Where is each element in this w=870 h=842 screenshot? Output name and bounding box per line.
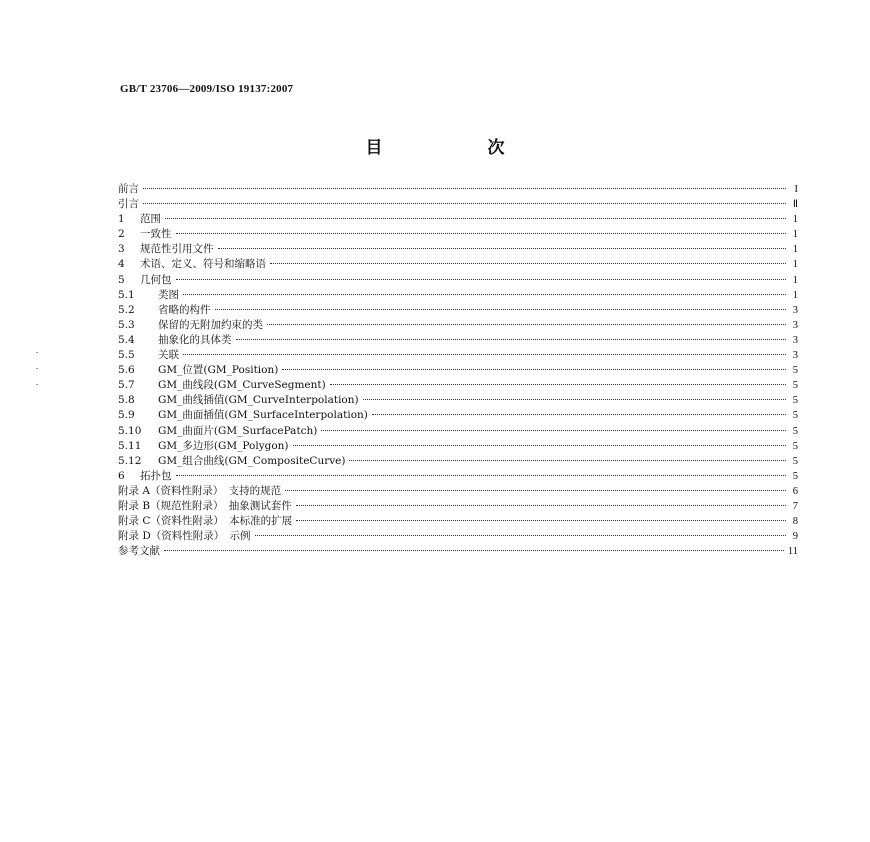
- dot-leader: [215, 309, 787, 310]
- toc-entry-page: 3: [792, 304, 798, 316]
- toc-entry-page: 5: [792, 455, 798, 467]
- toc-entry-number: 5: [118, 273, 125, 286]
- scan-speck: [36, 368, 38, 369]
- dot-leader: [330, 384, 786, 385]
- toc-entry-label: 附录 A（资料性附录） 支持的规范: [118, 484, 282, 497]
- toc-entry[interactable]: [118, 288, 798, 303]
- toc-entry[interactable]: [118, 242, 798, 257]
- dot-leader: [372, 414, 786, 415]
- toc-entry-page: 1: [792, 214, 798, 226]
- toc-entry-title: [118, 303, 211, 318]
- toc-entry-title: [118, 529, 251, 544]
- toc-entry-number: 5.9: [118, 409, 135, 422]
- toc-entry-label: 拓扑包: [140, 469, 172, 482]
- toc-entry-title: [118, 288, 179, 303]
- toc-entry-page: 5: [792, 440, 798, 452]
- toc-entry[interactable]: [118, 182, 798, 197]
- toc-entry[interactable]: [118, 212, 798, 227]
- toc-entry-title: [118, 318, 263, 333]
- toc-entry-page: Ⅱ: [792, 199, 798, 211]
- toc-entry-title: [118, 499, 292, 514]
- dot-leader: [176, 475, 787, 476]
- toc-entry[interactable]: [118, 408, 798, 423]
- toc-entry-label: GM_曲线段(GM_CurveSegment): [158, 379, 326, 392]
- dot-leader: [143, 188, 786, 189]
- toc-entry-title: [118, 227, 172, 242]
- dot-leader: [282, 369, 786, 370]
- dot-leader: [296, 505, 786, 506]
- dot-leader: [267, 324, 786, 325]
- toc-entry-title: [118, 393, 359, 408]
- toc-entry-page: 3: [792, 319, 798, 331]
- dot-leader: [293, 445, 786, 446]
- dot-leader: [285, 490, 786, 491]
- toc-entry-title: [118, 454, 345, 469]
- toc-entry-number: 1: [118, 213, 125, 226]
- toc-entry-title: [118, 484, 281, 499]
- toc-entry[interactable]: [118, 348, 798, 363]
- toc-entry-page: 3: [792, 350, 798, 362]
- toc-entry-label: 参考文献: [118, 545, 160, 558]
- toc-entry-page: 3: [792, 334, 798, 346]
- toc-entry[interactable]: [118, 197, 798, 212]
- toc-entry-page: 1: [792, 274, 798, 286]
- toc-entry-label: GM_组合曲线(GM_CompositeCurve): [158, 454, 346, 467]
- toc-entry-title: [118, 242, 214, 257]
- toc-entry-label: 引言: [118, 198, 139, 211]
- toc-entry-label: 关联: [158, 349, 179, 362]
- dot-leader: [270, 263, 786, 264]
- toc-entry[interactable]: [118, 454, 798, 469]
- toc-entry-label: 类图: [158, 288, 179, 301]
- toc-entry-label: GM_位置(GM_Position): [158, 364, 279, 377]
- toc-entry-title: [118, 514, 292, 529]
- toc-entry-label: 前言: [118, 183, 139, 195]
- toc-entry-page: 6: [792, 485, 798, 497]
- toc-entry-number: 2: [118, 228, 125, 241]
- toc-entry[interactable]: [118, 333, 798, 348]
- toc-entry-label: 附录 C（资料性附录） 本标准的扩展: [118, 515, 293, 528]
- toc-entry-label: 规范性引用文件: [140, 243, 214, 256]
- toc-entry-page: 11: [787, 546, 798, 558]
- dot-leader: [236, 339, 787, 340]
- toc-entry-number: 5.5: [118, 349, 135, 362]
- toc-entry-title: [118, 197, 139, 212]
- toc-entry-title: [118, 212, 161, 227]
- dot-leader: [349, 460, 786, 461]
- dot-leader: [176, 279, 787, 280]
- toc-entry-label: GM_曲面片(GM_SurfacePatch): [158, 424, 318, 437]
- toc-entry-page: 9: [792, 531, 798, 543]
- toc-entry-number: 5.8: [118, 394, 135, 407]
- toc-entry-label: 抽象化的具体类: [158, 333, 232, 346]
- toc-entry-label: 几何包: [140, 273, 172, 286]
- toc-entry-title: [118, 424, 317, 439]
- toc-entry[interactable]: [118, 544, 798, 559]
- toc-entry-page: 1: [792, 229, 798, 241]
- toc-entry-page: 1: [792, 259, 798, 271]
- standard-id: GB/T 23706—2009/ISO 19137:2007: [120, 83, 294, 95]
- toc-entry-label: 一致性: [140, 228, 172, 241]
- dot-leader: [218, 248, 787, 249]
- toc-entry-label: 术语、定义、符号和缩略语: [140, 258, 266, 271]
- toc-entry[interactable]: [118, 273, 798, 288]
- toc-entry-label: 保留的无附加约束的类: [158, 318, 263, 331]
- toc-entry[interactable]: [118, 514, 798, 529]
- toc-entry-title: [118, 439, 289, 454]
- dot-leader: [321, 430, 786, 431]
- dot-leader: [165, 218, 786, 219]
- toc-entry-title: [118, 273, 172, 288]
- toc-entry[interactable]: [118, 484, 798, 499]
- toc-entry-page: 5: [792, 410, 798, 422]
- toc-entry-label: 附录 B（规范性附录） 抽象测试套件: [118, 499, 292, 512]
- toc-entry[interactable]: [118, 393, 798, 408]
- toc-heading: 目 次: [365, 138, 549, 158]
- toc-entry-number: 5.3: [118, 318, 135, 331]
- toc-entry-title: [118, 469, 172, 484]
- toc-entry-title: [118, 544, 160, 559]
- toc-entry[interactable]: [118, 363, 798, 378]
- toc-entry-page: 5: [792, 365, 798, 377]
- toc-entry[interactable]: [118, 318, 798, 333]
- toc-entry-label: GM_曲面插值(GM_SurfaceInterpolation): [158, 409, 368, 422]
- toc-entry-title: [118, 363, 278, 378]
- toc-entry-number: 5.7: [118, 379, 135, 392]
- toc-entry[interactable]: [118, 439, 798, 454]
- toc-entry-label: 省略的构件: [158, 303, 211, 316]
- toc-entry-page: 1: [792, 289, 798, 301]
- toc-entry-page: 5: [792, 395, 798, 407]
- toc-entry[interactable]: [118, 469, 798, 484]
- toc-entry-number: 3: [118, 243, 125, 256]
- toc-entry-number: 5.11: [118, 439, 142, 452]
- toc-entry-label: GM_曲线插值(GM_CurveInterpolation): [158, 394, 359, 407]
- toc-entry[interactable]: [118, 424, 798, 439]
- toc-entry-title: [118, 333, 232, 348]
- toc-entry-page: 5: [792, 470, 798, 482]
- dot-leader: [363, 399, 786, 400]
- toc-entry[interactable]: [118, 378, 798, 393]
- dot-leader: [183, 354, 786, 355]
- toc-entry-page: I: [794, 184, 798, 195]
- toc-entry-page: 8: [792, 516, 798, 528]
- scan-speck: [36, 352, 38, 353]
- toc-entry-label: GM_多边形(GM_Polygon): [158, 439, 289, 452]
- toc-entry-label: 范围: [140, 213, 161, 226]
- scan-speck: [36, 384, 38, 385]
- dot-leader: [143, 203, 786, 204]
- toc-entry-page: 5: [792, 380, 798, 392]
- toc-entry[interactable]: [118, 257, 798, 272]
- dot-leader: [255, 535, 786, 536]
- toc-entry-page: 5: [792, 425, 798, 437]
- toc-entry-title: [118, 182, 139, 197]
- toc-entry-number: 5.6: [118, 364, 135, 377]
- toc-entry-number: 5.4: [118, 333, 135, 346]
- toc-entry[interactable]: [118, 529, 798, 544]
- toc-entry-number: 5.12: [118, 454, 142, 467]
- toc-entry-label: 附录 D（资料性附录） 示例: [118, 530, 251, 543]
- toc-entry[interactable]: [118, 499, 798, 514]
- dot-leader: [176, 233, 787, 234]
- toc-entry-title: [118, 408, 368, 423]
- toc-entry-title: [118, 257, 266, 272]
- dot-leader: [164, 550, 784, 551]
- toc-entry[interactable]: [118, 303, 798, 318]
- toc-entry[interactable]: [118, 227, 798, 242]
- toc-entry-number: 6: [118, 469, 125, 482]
- toc-entry-title: [118, 378, 326, 393]
- toc-entry-number: 5.1: [118, 288, 135, 301]
- toc-entry-number: 5.2: [118, 303, 135, 316]
- toc-entry-number: 5.10: [118, 424, 142, 437]
- toc-entry-number: 4: [118, 258, 125, 271]
- table-of-contents: [118, 182, 798, 559]
- dot-leader: [183, 294, 786, 295]
- dot-leader: [296, 520, 786, 521]
- toc-entry-page: 1: [792, 244, 798, 256]
- toc-entry-page: 7: [792, 500, 798, 512]
- toc-entry-title: [118, 348, 179, 363]
